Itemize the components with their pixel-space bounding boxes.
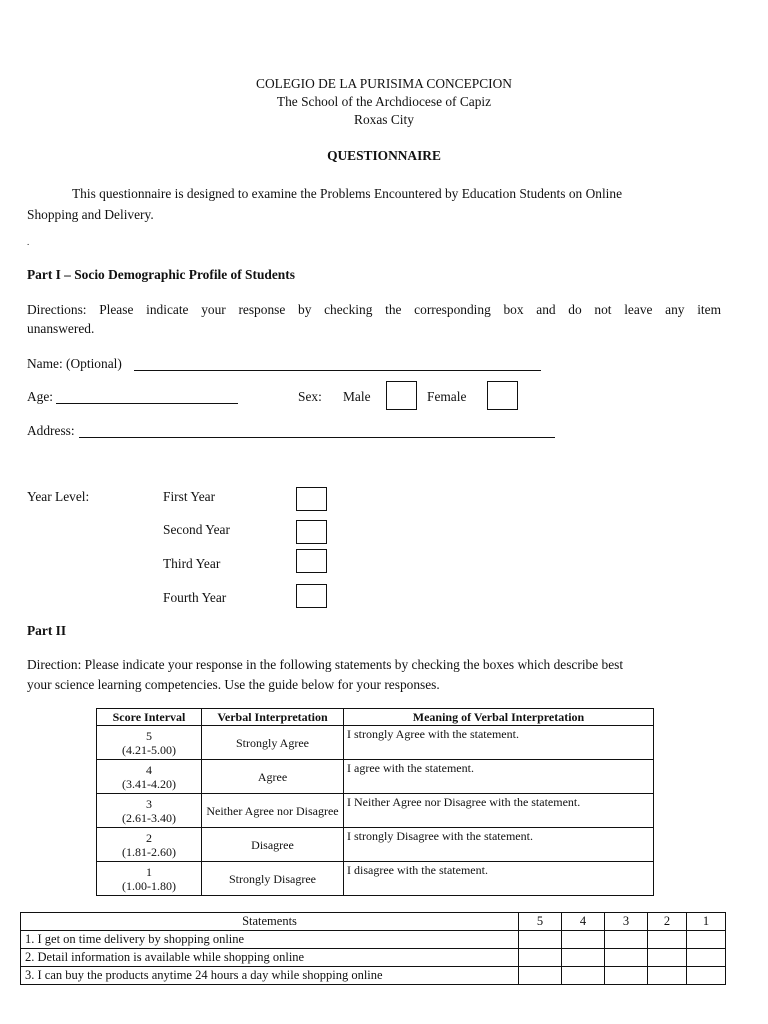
guide-verbal-cell: Disagree (202, 828, 344, 862)
rating-cell-1[interactable] (687, 949, 726, 967)
guide-header-score: Score Interval (97, 709, 202, 726)
part2-direction-line-1: Direction: Please indicate your response in the following statements by checking the boxes which describe best (27, 657, 624, 672)
third-year-checkbox[interactable] (296, 549, 327, 573)
rating-guide-table (96, 708, 654, 896)
part2-heading: Part II (27, 623, 67, 638)
score-value: 2 (146, 830, 152, 845)
male-checkbox[interactable] (386, 381, 417, 410)
rating-cell-1[interactable] (687, 967, 726, 985)
name-label: Name: (Optional) (27, 356, 122, 371)
guide-score-cell (97, 760, 202, 794)
score-value: 1 (146, 864, 152, 879)
male-label: Male (343, 389, 371, 404)
guide-score-cell (97, 794, 202, 828)
statements-header: Statements (21, 913, 519, 931)
scale-header-4: 4 (562, 913, 605, 931)
score-value: 3 (146, 796, 152, 811)
score-range: (2.61-3.40) (122, 810, 176, 825)
statement-text: 1. I get on time delivery by shopping online (21, 931, 519, 949)
guide-row (97, 828, 654, 862)
guide-meaning-cell: I agree with the statement. (344, 760, 654, 794)
part1-heading: Part I – Socio Demographic Profile of Students (27, 267, 295, 282)
guide-verbal-cell: Strongly Agree (202, 726, 344, 760)
scale-header-5: 5 (519, 913, 562, 931)
score-range: (1.00-1.80) (122, 878, 176, 893)
rating-cell-5[interactable] (519, 949, 562, 967)
guide-score-cell (97, 862, 202, 896)
guide-verbal-cell: Agree (202, 760, 344, 794)
score-value: 5 (146, 728, 152, 743)
guide-meaning-cell: I disagree with the statement. (344, 862, 654, 896)
scale-header-2: 2 (648, 913, 687, 931)
guide-meaning-cell: I strongly Disagree with the statement. (344, 828, 654, 862)
intro-line-1: This questionnaire is designed to examine the Problems Encountered by Education Students on Online (72, 186, 623, 201)
score-value: 4 (146, 762, 152, 777)
document-title: QUESTIONNAIRE (327, 148, 441, 163)
age-label: Age: (27, 389, 54, 404)
sex-label: Sex: (298, 389, 322, 404)
age-field[interactable] (56, 403, 238, 404)
part2-direction-line-2: your science learning competencies. Use the guide below for your responses. (27, 677, 440, 692)
female-checkbox[interactable] (487, 381, 518, 410)
rating-cell-3[interactable] (605, 949, 648, 967)
part1-directions-line-1: Directions: Please indicate your response by checking the corresponding box and do not leave any item (27, 302, 721, 317)
rating-cell-2[interactable] (648, 949, 687, 967)
guide-score-cell (97, 726, 202, 760)
part1-directions-line-2: unanswered. (27, 321, 95, 336)
address-field[interactable] (79, 437, 555, 438)
second-year-checkbox[interactable] (296, 520, 327, 544)
guide-verbal-cell: Neither Agree nor Disagree (202, 794, 344, 828)
year-option-fourth-label: Fourth Year (163, 590, 227, 605)
guide-row (97, 862, 654, 896)
statement-row (21, 949, 726, 967)
statement-row (21, 931, 726, 949)
name-field[interactable] (134, 370, 541, 371)
guide-header-meaning: Meaning of Verbal Interpretation (344, 709, 654, 726)
rating-cell-2[interactable] (648, 967, 687, 985)
guide-score-cell (97, 828, 202, 862)
guide-row (97, 726, 654, 760)
school-subtitle: The School of the Archdiocese of Capiz (276, 94, 492, 109)
statements-table (20, 912, 726, 985)
rating-cell-5[interactable] (519, 931, 562, 949)
statement-text: 2. Detail information is available while shopping online (21, 949, 519, 967)
school-name: COLEGIO DE LA PURISIMA CONCEPCION (256, 76, 512, 91)
year-option-second-label: Second Year (163, 522, 230, 537)
female-label: Female (427, 389, 467, 404)
score-range: (1.81-2.60) (122, 844, 176, 859)
guide-meaning-cell: I Neither Agree nor Disagree with the statement. (344, 794, 654, 828)
rating-cell-5[interactable] (519, 967, 562, 985)
rating-cell-4[interactable] (562, 949, 605, 967)
intro-line-2: Shopping and Delivery. (27, 207, 154, 222)
guide-verbal-cell: Strongly Disagree (202, 862, 344, 896)
first-year-checkbox[interactable] (296, 487, 327, 511)
address-label: Address: (27, 423, 75, 438)
guide-row (97, 760, 654, 794)
rating-cell-2[interactable] (648, 931, 687, 949)
guide-meaning-cell: I strongly Agree with the statement. (344, 726, 654, 760)
statements-header-row (21, 913, 726, 931)
rating-cell-3[interactable] (605, 967, 648, 985)
year-option-third-label: Third Year (163, 556, 221, 571)
statement-row (21, 967, 726, 985)
scale-header-3: 3 (605, 913, 648, 931)
rating-cell-3[interactable] (605, 931, 648, 949)
guide-header-verbal: Verbal Interpretation (202, 709, 344, 726)
guide-row (97, 794, 654, 828)
rating-cell-1[interactable] (687, 931, 726, 949)
school-city: Roxas City (354, 112, 414, 127)
year-level-label: Year Level: (27, 489, 90, 504)
rating-cell-4[interactable] (562, 931, 605, 949)
rating-cell-4[interactable] (562, 967, 605, 985)
statement-text: 3. I can buy the products anytime 24 hours a day while shopping online (21, 967, 519, 985)
fourth-year-checkbox[interactable] (296, 584, 327, 608)
score-range: (4.21-5.00) (122, 742, 176, 757)
score-range: (3.41-4.20) (122, 776, 176, 791)
scale-header-1: 1 (687, 913, 726, 931)
guide-header-row (97, 709, 654, 726)
year-option-first-label: First Year (163, 489, 216, 504)
stray-dot: . (27, 237, 30, 247)
